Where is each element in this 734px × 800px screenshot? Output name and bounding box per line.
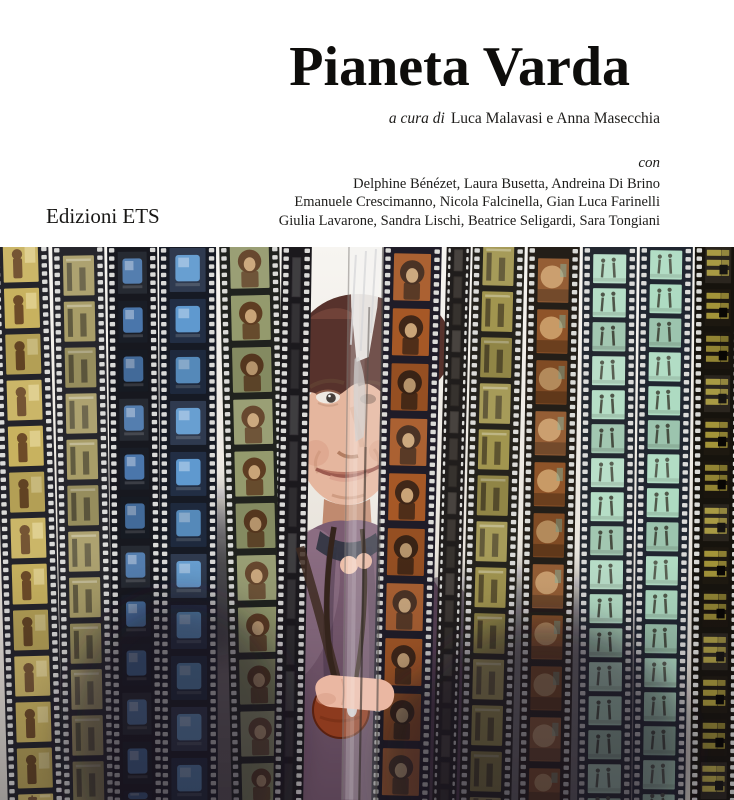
- edited-by-label: a cura di: [388, 110, 445, 127]
- contributors-block: [279, 154, 660, 230]
- publisher-name: Edizioni ETS: [46, 204, 160, 228]
- clear-film-strip: [341, 247, 384, 800]
- with-label: con: [638, 155, 660, 171]
- cover-photo: [0, 247, 734, 800]
- book-title: Pianeta Varda: [289, 36, 630, 98]
- film-strips-photo: [0, 247, 734, 800]
- editors-names: Luca Malavasi e Anna Masecchia: [450, 110, 660, 127]
- contributors-line-2: Emanuele Crescimanno, Nicola Falcinella, Gian Luca Farinelli: [294, 194, 660, 210]
- contributors-line-3: Giulia Lavarone, Sandra Lischi, Beatrice Seligardi, Sara Tongiani: [278, 212, 660, 229]
- editors-line: [389, 110, 660, 128]
- contributors-line-1: Delphine Bénézet, Laura Busetta, Andreina Di Brino: [353, 175, 660, 192]
